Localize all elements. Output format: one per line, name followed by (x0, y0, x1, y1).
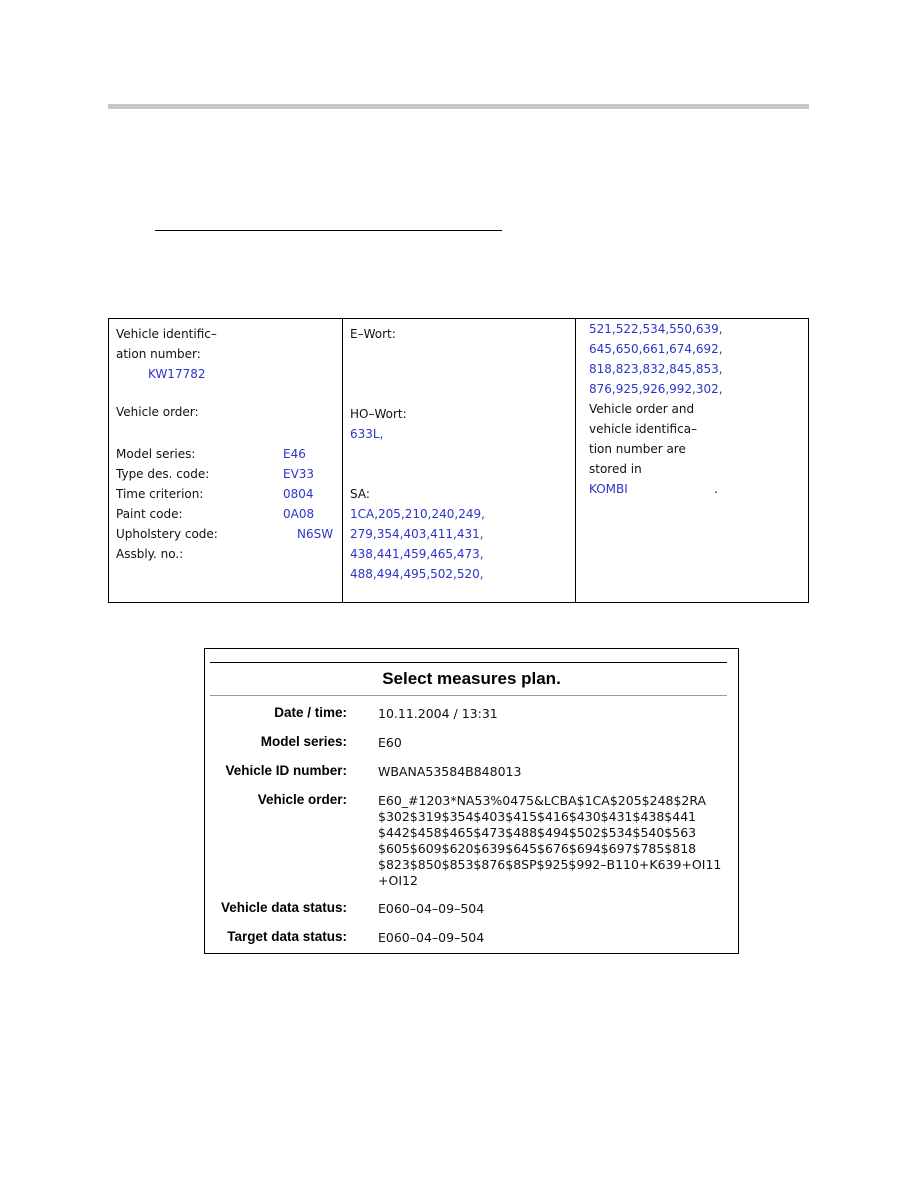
target-data-status-label: Target data status: (227, 929, 347, 944)
vehicle-info-column-1 (109, 319, 343, 602)
sa-line: 1CA,205,210,240,249, (350, 507, 485, 521)
storage-note-line: stored in (589, 462, 642, 476)
stored-in-module: KOMBI (589, 482, 628, 496)
sa-line: 438,441,459,465,473, (350, 547, 484, 561)
panel-top-rule (210, 662, 727, 663)
model-series-label: Model series: (260, 734, 347, 749)
paint-code-label: Paint code: (116, 507, 183, 521)
ho-wort-label: HO–Wort: (350, 407, 407, 421)
vin-label-line2: ation number: (116, 347, 201, 361)
date-time-label: Date / time: (274, 705, 347, 720)
ho-wort-value: 633L, (350, 427, 384, 441)
target-data-status-value: E060–04–09–504 (378, 930, 485, 945)
storage-note-line: tion number are (589, 442, 686, 456)
upholstery-code-value: N6SW (297, 527, 334, 541)
date-time-value: 10.11.2004 / 13:31 (378, 706, 498, 721)
model-series-value: E60 (378, 735, 402, 750)
blank-underline (155, 230, 502, 231)
header-rule (108, 104, 809, 109)
vehicle-order-label: Vehicle order: (116, 405, 199, 419)
sa-line: 876,925,926,992,302, (589, 382, 723, 396)
assembly-number-label: Assbly. no.: (116, 547, 184, 561)
vehicle-info-column-2 (343, 319, 576, 602)
paint-code-value: 0A08 (283, 507, 315, 521)
sa-line: 488,494,495,502,520, (350, 567, 484, 581)
upholstery-code-label: Upholstery code: (116, 527, 218, 541)
vehicle-data-status-value: E060–04–09–504 (378, 901, 485, 916)
time-criterion-label: Time criterion: (116, 487, 204, 501)
sa-line: 521,522,534,550,639, (589, 322, 723, 336)
sa-line: 279,354,403,411,431, (350, 527, 484, 541)
sa-label: SA: (350, 487, 370, 501)
vehicle-data-status-label: Vehicle data status: (220, 900, 347, 915)
sa-line: 818,823,832,845,853, (589, 362, 723, 376)
storage-note-line: Vehicle order and (589, 402, 695, 416)
time-criterion-value: 0804 (283, 487, 314, 501)
panel-title-rule (210, 695, 727, 696)
vin-label-line1: Vehicle identific– (116, 327, 217, 341)
storage-note-line: vehicle identifica– (589, 422, 698, 436)
vehicle-order-value: E60_#1203*NA53%0475&LCBA$1CA$205$248$2RA $302$319$354$403$415$416$430$431$438$441 $442$458$465$473$488$494$502$534$540$563 $605$609$620$639$645$676$694$697$785$818 $823$850$853$876$8SP$925$992–B110+K639+OI11 +OI12 (378, 793, 722, 888)
panel-title: Select measures plan. (382, 669, 561, 688)
vehicle-order-label: Vehicle order: (257, 792, 347, 807)
sa-line: 645,650,661,674,692, (589, 342, 723, 356)
note-period: . (714, 482, 718, 496)
type-des-code-value: EV33 (283, 467, 315, 481)
model-series-label: Model series: (116, 447, 196, 461)
measures-plan-panel (204, 648, 739, 954)
vehicle-id-number-value: WBANA53584B848013 (378, 764, 522, 779)
type-des-code-label: Type des. code: (116, 467, 210, 481)
e-wort-label: E–Wort: (350, 327, 396, 341)
vehicle-info-table (108, 318, 809, 603)
vin-value: KW17782 (148, 367, 206, 381)
vehicle-info-column-3 (576, 319, 808, 602)
model-series-value: E46 (283, 447, 306, 461)
vehicle-id-number-label: Vehicle ID number: (225, 763, 347, 778)
